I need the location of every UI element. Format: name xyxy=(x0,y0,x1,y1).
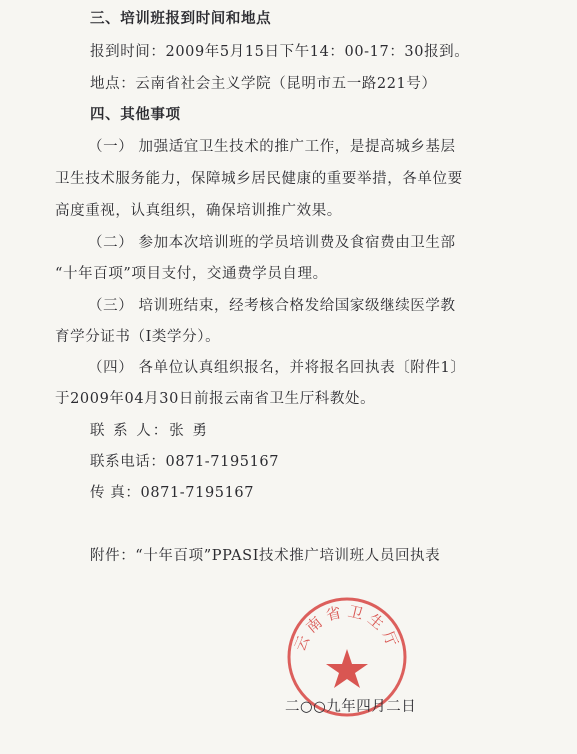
item1-line2: 卫生技术服务能力，保障城乡居民健康的重要举措，各单位要 xyxy=(55,171,463,187)
item3-line1: （三） 培训班结束，经考核合格发给国家级继续医学教 xyxy=(88,298,456,314)
contact-person: 联 系 人：张 勇 xyxy=(90,423,209,439)
location: 地点：云南省社会主义学院（昆明市五一路221号） xyxy=(90,76,437,92)
seal-text: 云南省卫生厅 xyxy=(290,602,404,654)
section-three-heading: 三、培训班报到时间和地点 xyxy=(90,10,272,27)
fax: 传 真：0871-7195167 xyxy=(90,485,255,501)
registration-time: 报到时间：2009年5月15日下午14：00-17：30报到。 xyxy=(90,44,470,60)
svg-text:云南省卫生厅 xyxy=(291,602,404,654)
item2-line2: “十年百项”项目支付，交通费学员自理。 xyxy=(55,266,328,282)
item4-line2: 于2009年04月30日前报云南省卫生厅科教处。 xyxy=(55,391,376,407)
attachment-note: 附件：“十年百项”PPASI技术推广培训班人员回执表 xyxy=(90,548,441,564)
issue-date: 二○○九年四月二日 xyxy=(285,699,417,715)
item3-line2: 育学分证书（Ⅰ类学分）。 xyxy=(55,329,221,345)
item2-line1: （二） 参加本次培训班的学员培训费及食宿费由卫生部 xyxy=(88,235,456,251)
contact-phone: 联系电话：0871-7195167 xyxy=(90,454,280,470)
item1-line1: （一） 加强适宜卫生技术的推广工作，是提高城乡基层 xyxy=(88,139,456,155)
item4-line1: （四） 各单位认真组织报名，并将报名回执表〔附件1〕 xyxy=(88,360,466,376)
seal-star-icon xyxy=(326,649,368,688)
item1-line3: 高度重视，认真组织，确保培训推广效果。 xyxy=(55,203,342,219)
section-four-heading: 四、其他事项 xyxy=(90,106,181,123)
